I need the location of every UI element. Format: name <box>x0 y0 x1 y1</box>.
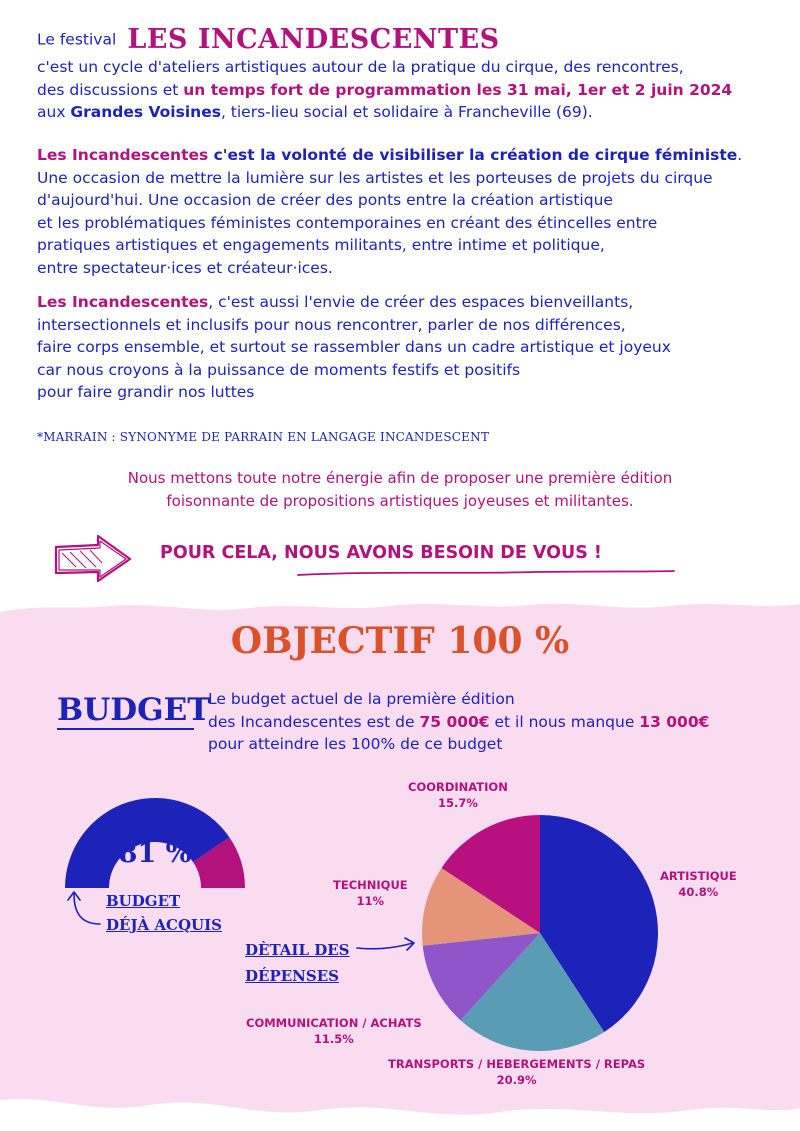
slice-name: TRANSPORTS / HEBERGEMENTS / REPAS <box>388 1057 646 1071</box>
slice-value: 15.7% <box>437 796 478 810</box>
intro-text: des discussions et <box>37 80 184 99</box>
slice-value: 11% <box>356 894 385 908</box>
slice-name: TECHNIQUE <box>333 878 408 892</box>
cta-part2: NOUS AVONS BESOIN DE VOUS ! <box>284 543 602 563</box>
intro-line <box>37 79 732 102</box>
festival-name: LES INCANDESCENTES <box>127 24 500 55</box>
vision-lead <box>37 144 742 167</box>
gauge-value-label: 81 % <box>118 838 192 869</box>
slice-value: 11.5% <box>313 1032 354 1046</box>
call-to-action <box>160 543 602 563</box>
pie-label-transports <box>388 1056 645 1088</box>
cta-part1: POUR CELA, <box>160 543 285 563</box>
gauge-caption <box>106 889 222 937</box>
cta-underline <box>296 567 676 581</box>
lead-statement: c'est la volonté de visibiliser la création de cirque féministe <box>208 146 738 164</box>
budget-description <box>208 688 709 756</box>
footnote: *MARRAIN : SYNONYME DE PARRAIN EN LANGAGE INCANDESCENT <box>37 430 490 444</box>
budget-title: BUDGET <box>57 692 211 728</box>
pie-label-artistique <box>660 868 737 900</box>
budget-line: Le budget actuel de la première édition <box>208 690 515 708</box>
vision-line: Une occasion de mettre la lumière sur les artistes et les porteuses de projets du cirque <box>37 168 713 187</box>
lead-name: Les Incandescentes <box>37 293 209 311</box>
budget-amount: 75 000€ <box>419 712 490 731</box>
slice-value: 20.9% <box>496 1073 537 1087</box>
spaces-line: pour faire grandir nos luttes <box>37 383 255 401</box>
expenses-pie-chart <box>420 813 660 1053</box>
festival-prefix: Le festival <box>37 30 117 49</box>
spaces-line: car nous croyons à la puissance de moments festifs et positifs <box>37 360 521 379</box>
pie-label-communication <box>246 1015 422 1047</box>
budget-text: et il nous manque <box>489 712 640 731</box>
pie-label-coordination <box>408 779 508 811</box>
arrow-right-icon <box>52 533 134 585</box>
intro-paragraph <box>37 56 732 124</box>
vision-line: et les problématiques féministes contemporaines en créant des étincelles entre <box>37 213 658 232</box>
venue-name: Grandes Voisines <box>70 103 221 121</box>
slice-value: 40.8% <box>678 885 719 899</box>
spaces-line: intersectionnels et inclusifs pour nous rencontrer, parler de nos différences, <box>37 315 626 334</box>
budget-text: des Incandescentes est de <box>208 712 420 731</box>
curved-arrow-up-icon <box>64 886 104 930</box>
energy-line: Nous mettons toute notre énergie afin de proposer une première édition <box>127 469 673 487</box>
budget-line <box>208 711 709 734</box>
intro-line: c'est un cycle d'ateliers artistiques autour de la pratique du cirque, des rencontres, <box>37 58 684 76</box>
detail-label-line: DÉPENSES <box>245 967 339 985</box>
budget-missing-amount: 13 000€ <box>639 712 710 731</box>
intro-line <box>37 101 732 124</box>
spaces-paragraph <box>37 291 671 404</box>
energy-statement <box>0 467 800 512</box>
gauge-caption-line: DÉJÀ ACQUIS <box>106 916 222 934</box>
vision-paragraph <box>37 144 742 279</box>
objectif-title: OBJECTIF 100 % <box>230 620 570 662</box>
vision-line: pratiques artistiques et engagements militants, entre intime et politique, <box>37 236 605 254</box>
intro-highlight-dates: un temps fort de programmation les 31 mai, 1er et 2 juin 2024 <box>183 80 733 99</box>
spaces-line: faire corps ensemble, et surtout se rassembler dans un cadre artistique et joyeux <box>37 338 671 356</box>
energy-line: foisonnante de propositions artistiques joyeuses et militantes. <box>166 491 634 510</box>
lead-end: . <box>737 146 743 164</box>
intro-text: , tiers-lieu social et solidaire à Francheville (69). <box>220 103 593 121</box>
pie-label-technique <box>333 877 408 909</box>
slice-name: ARTISTIQUE <box>660 869 737 883</box>
slice-name: COMMUNICATION / ACHATS <box>246 1016 422 1030</box>
slice-name: COORDINATION <box>408 780 508 794</box>
gauge-caption-line: BUDGET <box>106 892 181 910</box>
curved-arrow-right-icon <box>355 934 419 956</box>
lead-name: Les Incandescentes <box>37 146 209 164</box>
detail-label-line: DÈTAIL DES <box>245 941 350 959</box>
vision-line: d'aujourd'hui. Une occasion de créer des ponts entre la création artistique <box>37 191 613 209</box>
budget-line: pour atteindre les 100% de ce budget <box>208 735 503 753</box>
vision-line: entre spectateur·ices et créateur·ices. <box>37 258 333 277</box>
lead-text: , c'est aussi l'envie de créer des espaces bienveillants, <box>208 293 634 311</box>
detail-label <box>245 937 349 989</box>
budget-title-underline <box>57 728 194 730</box>
intro-text: aux <box>37 103 71 121</box>
spaces-lead <box>37 291 671 314</box>
intro-title-row <box>37 24 500 55</box>
